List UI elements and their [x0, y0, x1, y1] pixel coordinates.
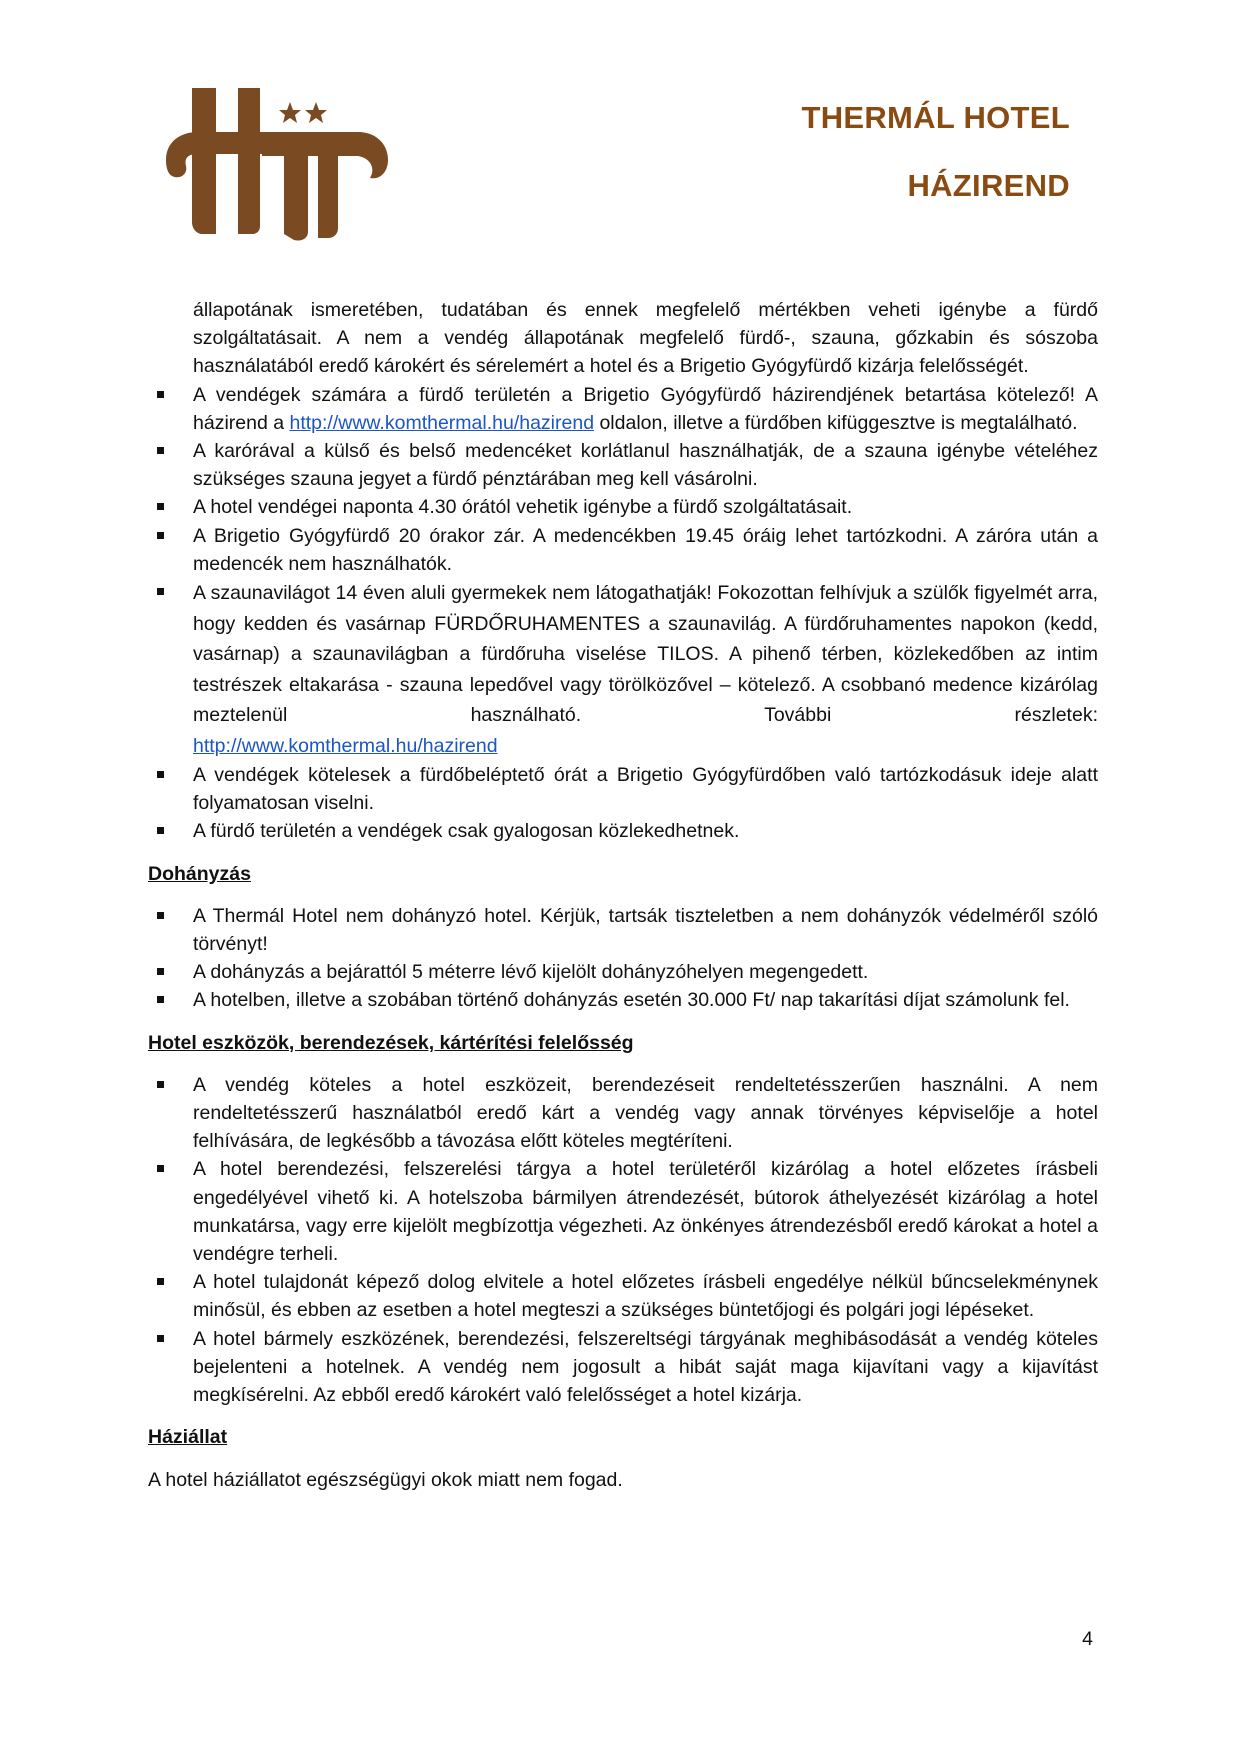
bullet-icon: [157, 503, 164, 510]
list-item: A hotel bármely eszközének, berendezési, felszereltségi tárgyának meghibásodását a vendég köteles bejelenteni a hotelnek. A vendég nem jogosult a hibát saját maga kijavítani vagy a kijavítást megkísérelni. Az ebből eredő károkért való felelősséget a hotel kizárja.: [148, 1325, 1098, 1410]
hotel-name: THERMÁL HOTEL: [801, 100, 1070, 135]
list-item: A vendég köteles a hotel eszközeit, berendezéseit rendeltetésszerűen használni. A nem rendeltetésszerű használatból eredő kárt a vendég vagy annak törvényes képviselője a hotel felhívására, de legkésőbb a távozása előtt köteles megtéríteni.: [148, 1071, 1098, 1156]
bullet-icon: [157, 1081, 164, 1088]
bullet-icon: [157, 771, 164, 778]
smoking-list: [148, 902, 1098, 1015]
bullet-icon: [157, 912, 164, 919]
bullet-icon: [157, 1335, 164, 1342]
hazirend-link-2[interactable]: http://www.komthermal.hu/hazirend: [193, 734, 498, 757]
bullet-icon: [157, 827, 164, 834]
list-item: A hotel vendégei naponta 4.30 órától vehetik igénybe a fürdő szolgáltatásait.: [148, 493, 1098, 521]
list-item: A fürdő területén a vendégek csak gyalogosan közlekedhetnek.: [148, 817, 1098, 845]
equipment-list: [148, 1071, 1098, 1409]
pets-text: A hotel háziállatot egészségügyi okok miatt nem fogad.: [148, 1468, 623, 1491]
bullet-icon: [157, 588, 164, 595]
list-item: A Brigetio Gyógyfürdő 20 órakor zár. A medencékben 19.45 óráig lehet tartózkodni. A záróra után a medencék nem használhatók.: [148, 522, 1098, 578]
bullet-icon: [157, 532, 164, 539]
document-title: HÁZIREND: [907, 168, 1070, 203]
hotel-logo: [158, 82, 390, 242]
list-item: A vendégek számára a fürdő területén a Brigetio Gyógyfürdő házirendjének betartása kötelező! A házirend a http://www.komthermal.hu/hazirend oldalon, illetve a fürdőben kifüggesztve is megtalálható.: [148, 381, 1098, 437]
list-item: A Thermál Hotel nem dohányzó hotel. Kérjük, tartsák tiszteletben a nem dohányzók védelméről szóló törvényt!: [148, 902, 1098, 958]
bullet-icon: [157, 391, 164, 398]
list-item: A hotel berendezési, felszerelési tárgya a hotel területéről kizárólag a hotel előzetes írásbeli engedélyével vihető ki. A hotelszoba bármilyen átrendezését, bútorok áthelyezését kizárólag a hotel munkatársa, vagy erre kijelölt megbízottja végezheti. Az önkényes átrendezésből eredő károkat a hotel a vendégre terheli.: [148, 1155, 1098, 1268]
page-number: 4: [1082, 1628, 1093, 1650]
bullet-icon: [157, 996, 164, 1003]
document-body: [148, 296, 1098, 1494]
bullet-icon: [157, 447, 164, 454]
bullet-icon: [157, 1165, 164, 1172]
section-heading-equipment: Hotel eszközök, berendezések, kártérítési felelősség: [148, 1031, 634, 1054]
list-item: A hotelben, illetve a szobában történő dohányzás esetén 30.000 Ft/ nap takarítási díjat számolunk fel.: [148, 986, 1098, 1014]
list-item: A dohányzás a bejárattól 5 méterre lévő kijelölt dohányzóhelyen megengedett.: [148, 958, 1098, 986]
section-heading-smoking: Dohányzás: [148, 862, 251, 885]
hazirend-link[interactable]: http://www.komthermal.hu/hazirend: [289, 411, 595, 434]
section-heading-pets: Háziállat: [148, 1426, 228, 1449]
continued-paragraph: állapotának ismeretében, tudatában és ennek megfelelő mértékben veheti igénybe a fürdő szolgáltatásait. A nem a vendég állapotának megfelelő fürdő-, szauna, gőzkabin és sószoba használatából eredő károkért és sérelemért a hotel és a Brigetio Gyógyfürdő kizárja felelősségét.: [193, 299, 1098, 378]
list-item: A vendégek kötelesek a fürdőbeléptető órát a Brigetio Gyógyfürdőben való tartózkodásuk ideje alatt folyamatosan viselni.: [148, 761, 1098, 817]
list-item: A szaunavilágot 14 éven aluli gyermekek nem látogathatják! Fokozottan felhívjuk a szülők figyelmét arra, hogy kedden és vasárnap FÜRDŐRUHAMENTES a szaunavilág. A fürdőruhamentes napokon (kedd, vasárnap) a szaunavilágban a fürdőruha viselése TILOS. A pihenő térben, közlekedőben az intim testrészek eltakarása - szauna lepedővel vagy törölközővel – kötelező. A csobbanó medence kizárólag meztelenül használható. További részletek: http://www.komthermal.hu/hazirend: [148, 578, 1098, 761]
bullet-icon: [157, 1278, 164, 1285]
bullet-icon: [157, 968, 164, 975]
bath-rules-list: [148, 381, 1098, 846]
list-item: A karórával a külső és belső medencéket korlátlanul használhatják, de a szauna igénybe vételéhez szükséges szauna jegyet a fürdő pénztárában meg kell vásárolni.: [148, 437, 1098, 493]
list-item: A hotel tulajdonát képező dolog elvitele a hotel előzetes írásbeli engedélye nélkül bűncselekménynek minősül, és ebben az esetben a hotel megteszi a szükséges büntetőjogi és polgári jogi lépéseket.: [148, 1268, 1098, 1324]
